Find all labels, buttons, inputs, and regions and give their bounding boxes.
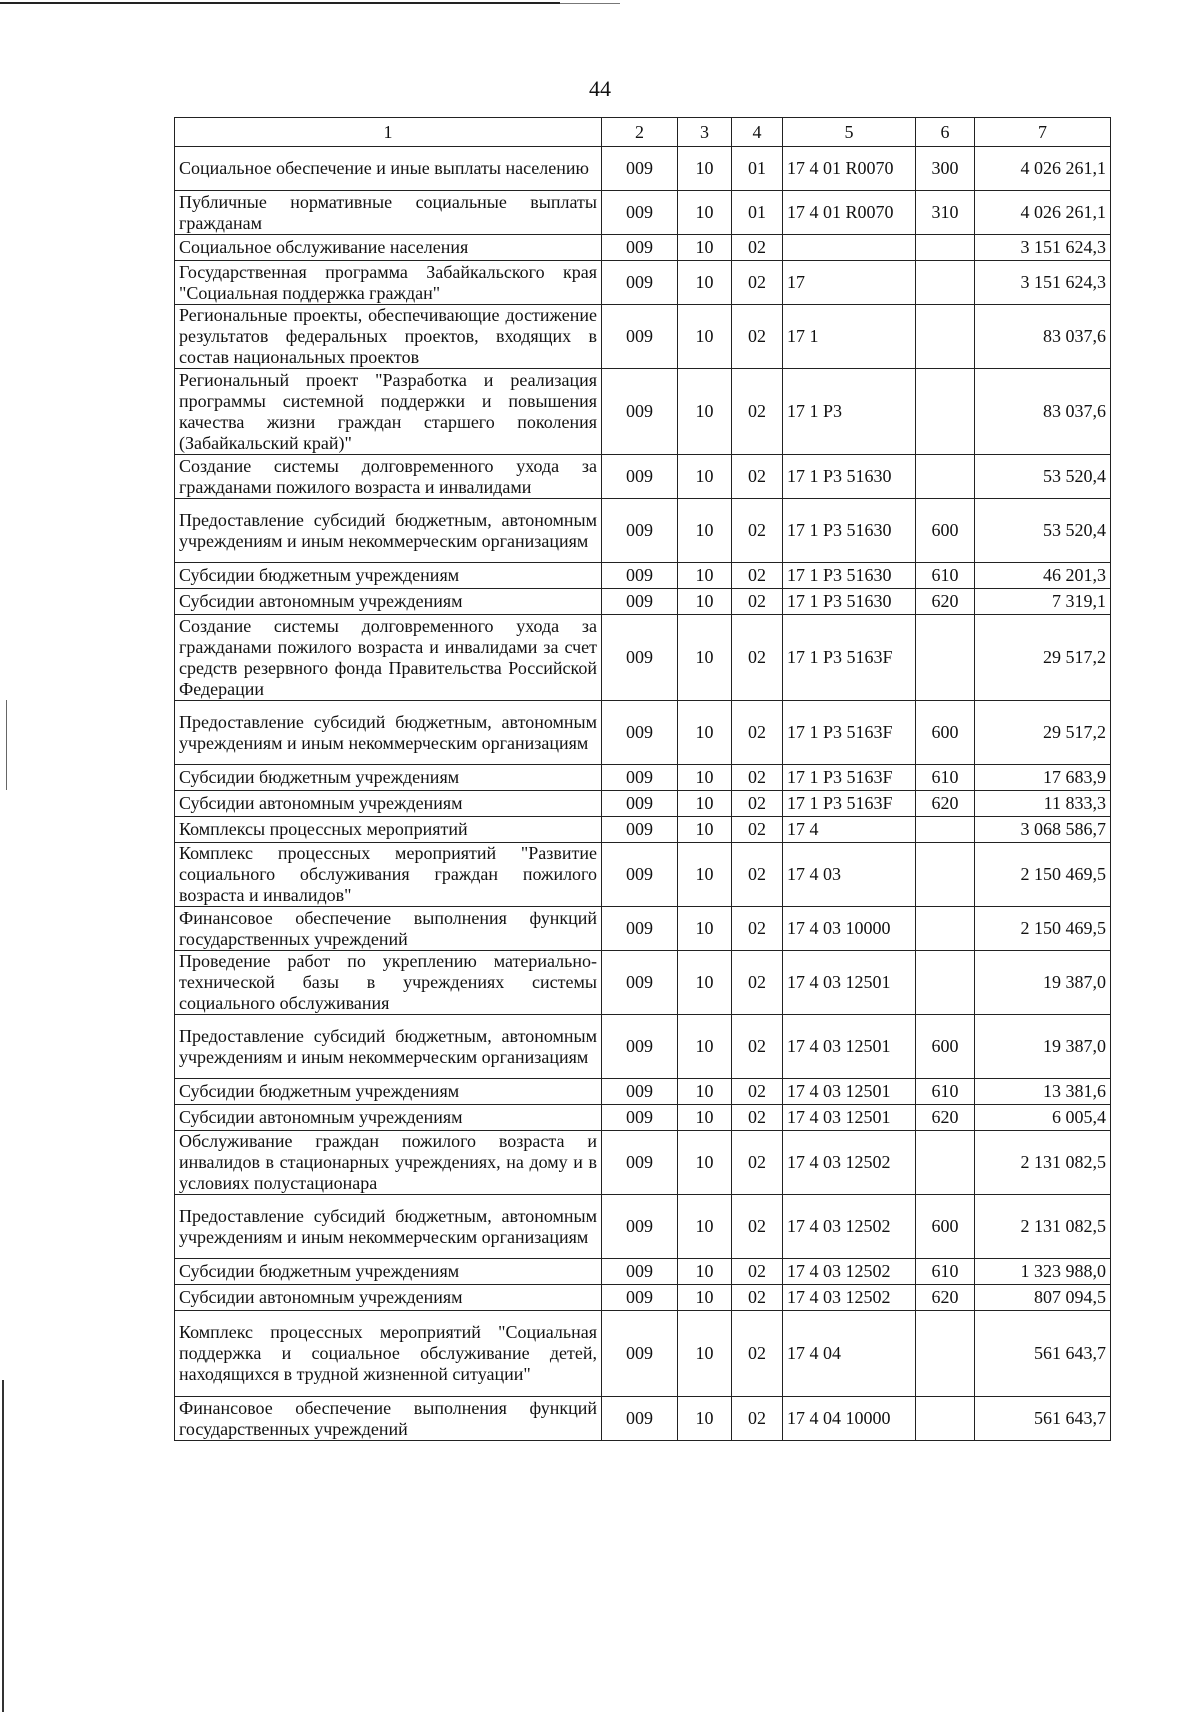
row-name-cell: Комплекс процессных мероприятий "Социальная поддержка и социальное обслуживание детей, находящихся в трудной жизненной ситуации" (175, 1311, 602, 1397)
row-ministry-code-cell: 009 (602, 615, 678, 701)
row-target-article-cell: 17 1 Р3 51630 (783, 455, 916, 499)
row-target-article-cell: 17 1 Р3 5163F (783, 791, 916, 817)
row-name-cell: Предоставление субсидий бюджетным, автономным учреждениям и иным некоммерческим организациям (175, 701, 602, 765)
row-subsection-cell: 02 (732, 817, 783, 843)
row-target-article-cell (783, 235, 916, 261)
row-subsection-cell: 02 (732, 1311, 783, 1397)
row-name-cell: Региональные проекты, обеспечивающие достижение результатов федеральных проектов, входящих в состав национальных проектов (175, 305, 602, 369)
row-ministry-code-cell: 009 (602, 147, 678, 191)
row-amount-cell: 19 387,0 (975, 1015, 1111, 1079)
table-row (175, 261, 1111, 305)
scan-artifact-left-mark (6, 700, 7, 790)
row-target-article-cell: 17 4 03 12502 (783, 1259, 916, 1285)
table-row (175, 191, 1111, 235)
row-ministry-code-cell: 009 (602, 563, 678, 589)
header-col-4: 4 (732, 118, 783, 147)
row-ministry-code-cell: 009 (602, 817, 678, 843)
row-name-cell: Публичные нормативные социальные выплаты гражданам (175, 191, 602, 235)
row-section-cell: 10 (678, 1397, 732, 1441)
row-subsection-cell: 01 (732, 191, 783, 235)
row-name-cell: Субсидии бюджетным учреждениям (175, 765, 602, 791)
table-row (175, 589, 1111, 615)
table-row (175, 1195, 1111, 1259)
table-row (175, 305, 1111, 369)
row-ministry-code-cell: 009 (602, 455, 678, 499)
row-target-article-cell: 17 1 Р3 51630 (783, 499, 916, 563)
row-section-cell: 10 (678, 191, 732, 235)
row-expense-type-cell: 610 (916, 563, 975, 589)
row-amount-cell: 29 517,2 (975, 701, 1111, 765)
row-subsection-cell: 01 (732, 147, 783, 191)
row-expense-type-cell (916, 1311, 975, 1397)
row-ministry-code-cell: 009 (602, 907, 678, 951)
row-subsection-cell: 02 (732, 369, 783, 455)
table-header-row (175, 118, 1111, 147)
row-section-cell: 10 (678, 1079, 732, 1105)
row-section-cell: 10 (678, 1195, 732, 1259)
row-amount-cell: 29 517,2 (975, 615, 1111, 701)
table-row (175, 843, 1111, 907)
row-amount-cell: 4 026 261,1 (975, 147, 1111, 191)
row-subsection-cell: 02 (732, 261, 783, 305)
row-name-cell: Создание системы долговременного ухода за гражданами пожилого возраста и инвалидами за счет средств резервного фонда Правительства Российской Федерации (175, 615, 602, 701)
row-target-article-cell: 17 4 04 10000 (783, 1397, 916, 1441)
row-section-cell: 10 (678, 817, 732, 843)
row-amount-cell: 17 683,9 (975, 765, 1111, 791)
row-amount-cell: 4 026 261,1 (975, 191, 1111, 235)
row-subsection-cell: 02 (732, 1259, 783, 1285)
row-subsection-cell: 02 (732, 455, 783, 499)
header-col-6: 6 (916, 118, 975, 147)
row-subsection-cell: 02 (732, 1015, 783, 1079)
row-amount-cell: 561 643,7 (975, 1397, 1111, 1441)
row-name-cell: Субсидии бюджетным учреждениям (175, 1079, 602, 1105)
row-name-cell: Региональный проект "Разработка и реализация программы системной поддержки и повышения качества жизни граждан старшего поколения (Забайкальский край)" (175, 369, 602, 455)
row-target-article-cell: 17 4 03 12501 (783, 1015, 916, 1079)
row-subsection-cell: 02 (732, 951, 783, 1015)
row-amount-cell: 2 150 469,5 (975, 843, 1111, 907)
row-name-cell: Предоставление субсидий бюджетным, автономным учреждениям и иным некоммерческим организациям (175, 499, 602, 563)
row-subsection-cell: 02 (732, 589, 783, 615)
row-name-cell: Финансовое обеспечение выполнения функций государственных учреждений (175, 1397, 602, 1441)
row-section-cell: 10 (678, 843, 732, 907)
row-subsection-cell: 02 (732, 1195, 783, 1259)
row-name-cell: Финансовое обеспечение выполнения функций государственных учреждений (175, 907, 602, 951)
row-amount-cell: 83 037,6 (975, 369, 1111, 455)
row-expense-type-cell: 600 (916, 1015, 975, 1079)
row-ministry-code-cell: 009 (602, 1311, 678, 1397)
row-section-cell: 10 (678, 147, 732, 191)
row-subsection-cell: 02 (732, 1105, 783, 1131)
row-subsection-cell: 02 (732, 701, 783, 765)
table-row (175, 235, 1111, 261)
scan-artifact-top-line-faint (560, 3, 620, 4)
row-name-cell: Создание системы долговременного ухода за гражданами пожилого возраста и инвалидами (175, 455, 602, 499)
row-amount-cell: 53 520,4 (975, 455, 1111, 499)
row-section-cell: 10 (678, 1131, 732, 1195)
row-ministry-code-cell: 009 (602, 1079, 678, 1105)
header-col-7: 7 (975, 118, 1111, 147)
row-section-cell: 10 (678, 235, 732, 261)
row-ministry-code-cell: 009 (602, 1195, 678, 1259)
row-ministry-code-cell: 009 (602, 1285, 678, 1311)
row-expense-type-cell (916, 369, 975, 455)
row-amount-cell: 53 520,4 (975, 499, 1111, 563)
table-row (175, 615, 1111, 701)
row-ministry-code-cell: 009 (602, 1105, 678, 1131)
row-expense-type-cell: 600 (916, 701, 975, 765)
row-target-article-cell: 17 4 03 12501 (783, 951, 916, 1015)
row-subsection-cell: 02 (732, 235, 783, 261)
row-target-article-cell: 17 4 03 12502 (783, 1285, 916, 1311)
row-ministry-code-cell: 009 (602, 951, 678, 1015)
header-col-3: 3 (678, 118, 732, 147)
row-expense-type-cell (916, 817, 975, 843)
row-subsection-cell: 02 (732, 1079, 783, 1105)
row-target-article-cell: 17 1 (783, 305, 916, 369)
row-expense-type-cell: 300 (916, 147, 975, 191)
row-ministry-code-cell: 009 (602, 1397, 678, 1441)
row-subsection-cell: 02 (732, 791, 783, 817)
table-row (175, 1285, 1111, 1311)
row-expense-type-cell: 600 (916, 1195, 975, 1259)
table-row (175, 563, 1111, 589)
row-ministry-code-cell: 009 (602, 499, 678, 563)
row-section-cell: 10 (678, 563, 732, 589)
table-row (175, 765, 1111, 791)
row-ministry-code-cell: 009 (602, 369, 678, 455)
row-target-article-cell: 17 4 (783, 817, 916, 843)
row-section-cell: 10 (678, 765, 732, 791)
row-ministry-code-cell: 009 (602, 1131, 678, 1195)
row-name-cell: Комплексы процессных мероприятий (175, 817, 602, 843)
row-ministry-code-cell: 009 (602, 191, 678, 235)
row-target-article-cell: 17 4 01 R0070 (783, 147, 916, 191)
row-ministry-code-cell: 009 (602, 791, 678, 817)
row-target-article-cell: 17 1 Р3 5163F (783, 765, 916, 791)
table-row (175, 455, 1111, 499)
row-name-cell: Проведение работ по укреплению материально-технической базы в учреждениях системы социального обслуживания (175, 951, 602, 1015)
row-expense-type-cell: 620 (916, 1285, 975, 1311)
row-expense-type-cell (916, 455, 975, 499)
row-expense-type-cell: 610 (916, 1259, 975, 1285)
row-target-article-cell: 17 1 Р3 5163F (783, 701, 916, 765)
row-expense-type-cell: 620 (916, 589, 975, 615)
row-expense-type-cell (916, 951, 975, 1015)
row-subsection-cell: 02 (732, 1131, 783, 1195)
table-row (175, 1015, 1111, 1079)
table-row (175, 907, 1111, 951)
row-section-cell: 10 (678, 615, 732, 701)
row-name-cell: Обслуживание граждан пожилого возраста и инвалидов в стационарных учреждениях, на дому и в условиях полустационара (175, 1131, 602, 1195)
row-expense-type-cell: 610 (916, 1079, 975, 1105)
table-row (175, 1259, 1111, 1285)
row-target-article-cell: 17 4 04 (783, 1311, 916, 1397)
row-amount-cell: 6 005,4 (975, 1105, 1111, 1131)
row-section-cell: 10 (678, 907, 732, 951)
row-expense-type-cell (916, 235, 975, 261)
table-body (175, 147, 1111, 1441)
page-number: 44 (589, 76, 611, 101)
header-col-2: 2 (602, 118, 678, 147)
row-amount-cell: 561 643,7 (975, 1311, 1111, 1397)
row-target-article-cell: 17 1 Р3 51630 (783, 589, 916, 615)
row-expense-type-cell (916, 843, 975, 907)
row-subsection-cell: 02 (732, 1285, 783, 1311)
row-subsection-cell: 02 (732, 615, 783, 701)
row-section-cell: 10 (678, 1311, 732, 1397)
table-row (175, 701, 1111, 765)
row-subsection-cell: 02 (732, 907, 783, 951)
row-name-cell: Субсидии автономным учреждениям (175, 1105, 602, 1131)
row-expense-type-cell (916, 305, 975, 369)
row-expense-type-cell (916, 615, 975, 701)
row-expense-type-cell (916, 907, 975, 951)
row-amount-cell: 19 387,0 (975, 951, 1111, 1015)
row-target-article-cell: 17 (783, 261, 916, 305)
row-ministry-code-cell: 009 (602, 1259, 678, 1285)
row-name-cell: Социальное обслуживание населения (175, 235, 602, 261)
row-subsection-cell: 02 (732, 499, 783, 563)
row-section-cell: 10 (678, 369, 732, 455)
row-ministry-code-cell: 009 (602, 235, 678, 261)
row-name-cell: Комплекс процессных мероприятий "Развитие социального обслуживания граждан пожилого возраста и инвалидов" (175, 843, 602, 907)
row-expense-type-cell: 310 (916, 191, 975, 235)
row-target-article-cell: 17 4 03 10000 (783, 907, 916, 951)
row-section-cell: 10 (678, 305, 732, 369)
row-amount-cell: 3 068 586,7 (975, 817, 1111, 843)
row-subsection-cell: 02 (732, 563, 783, 589)
row-section-cell: 10 (678, 499, 732, 563)
row-target-article-cell: 17 1 Р3 (783, 369, 916, 455)
row-amount-cell: 11 833,3 (975, 791, 1111, 817)
row-section-cell: 10 (678, 791, 732, 817)
row-ministry-code-cell: 009 (602, 305, 678, 369)
row-subsection-cell: 02 (732, 843, 783, 907)
row-ministry-code-cell: 009 (602, 765, 678, 791)
table-row (175, 1311, 1111, 1397)
row-target-article-cell: 17 4 03 12502 (783, 1195, 916, 1259)
row-section-cell: 10 (678, 1259, 732, 1285)
row-section-cell: 10 (678, 1105, 732, 1131)
table-row (175, 1079, 1111, 1105)
row-name-cell: Предоставление субсидий бюджетным, автономным учреждениям и иным некоммерческим организациям (175, 1195, 602, 1259)
row-target-article-cell: 17 4 03 (783, 843, 916, 907)
row-name-cell: Предоставление субсидий бюджетным, автономным учреждениям и иным некоммерческим организациям (175, 1015, 602, 1079)
row-subsection-cell: 02 (732, 1397, 783, 1441)
row-expense-type-cell: 610 (916, 765, 975, 791)
row-section-cell: 10 (678, 455, 732, 499)
row-section-cell: 10 (678, 1015, 732, 1079)
row-expense-type-cell (916, 1397, 975, 1441)
table-row (175, 1131, 1111, 1195)
header-col-5: 5 (783, 118, 916, 147)
budget-table (174, 117, 1111, 1441)
row-expense-type-cell (916, 1131, 975, 1195)
row-name-cell: Субсидии автономным учреждениям (175, 1285, 602, 1311)
row-amount-cell: 807 094,5 (975, 1285, 1111, 1311)
row-name-cell: Субсидии бюджетным учреждениям (175, 563, 602, 589)
header-col-1: 1 (175, 118, 602, 147)
row-name-cell: Социальное обеспечение и иные выплаты населению (175, 147, 602, 191)
row-section-cell: 10 (678, 261, 732, 305)
table-row (175, 369, 1111, 455)
row-name-cell: Субсидии бюджетным учреждениям (175, 1259, 602, 1285)
row-section-cell: 10 (678, 1285, 732, 1311)
scan-artifact-left-edge (2, 1380, 4, 1712)
row-expense-type-cell (916, 261, 975, 305)
row-target-article-cell: 17 4 01 R0070 (783, 191, 916, 235)
row-amount-cell: 1 323 988,0 (975, 1259, 1111, 1285)
row-expense-type-cell: 620 (916, 1105, 975, 1131)
row-ministry-code-cell: 009 (602, 261, 678, 305)
table-row (175, 147, 1111, 191)
row-amount-cell: 3 151 624,3 (975, 235, 1111, 261)
row-ministry-code-cell: 009 (602, 701, 678, 765)
row-target-article-cell: 17 4 03 12501 (783, 1105, 916, 1131)
row-amount-cell: 2 131 082,5 (975, 1131, 1111, 1195)
row-name-cell: Субсидии автономным учреждениям (175, 589, 602, 615)
row-target-article-cell: 17 1 Р3 5163F (783, 615, 916, 701)
row-target-article-cell: 17 1 Р3 51630 (783, 563, 916, 589)
table-row (175, 1105, 1111, 1131)
row-section-cell: 10 (678, 589, 732, 615)
row-amount-cell: 83 037,6 (975, 305, 1111, 369)
table-row (175, 951, 1111, 1015)
row-ministry-code-cell: 009 (602, 589, 678, 615)
row-amount-cell: 7 319,1 (975, 589, 1111, 615)
row-ministry-code-cell: 009 (602, 843, 678, 907)
table-row (175, 817, 1111, 843)
row-name-cell: Государственная программа Забайкальского края "Социальная поддержка граждан" (175, 261, 602, 305)
row-target-article-cell: 17 4 03 12502 (783, 1131, 916, 1195)
row-target-article-cell: 17 4 03 12501 (783, 1079, 916, 1105)
row-expense-type-cell: 600 (916, 499, 975, 563)
row-section-cell: 10 (678, 701, 732, 765)
table-row (175, 499, 1111, 563)
row-expense-type-cell: 620 (916, 791, 975, 817)
row-subsection-cell: 02 (732, 305, 783, 369)
scan-artifact-top-line (0, 2, 560, 4)
table-row (175, 1397, 1111, 1441)
row-amount-cell: 13 381,6 (975, 1079, 1111, 1105)
row-section-cell: 10 (678, 951, 732, 1015)
row-amount-cell: 2 150 469,5 (975, 907, 1111, 951)
row-amount-cell: 46 201,3 (975, 563, 1111, 589)
row-name-cell: Субсидии автономным учреждениям (175, 791, 602, 817)
row-amount-cell: 3 151 624,3 (975, 261, 1111, 305)
row-subsection-cell: 02 (732, 765, 783, 791)
table-row (175, 791, 1111, 817)
row-ministry-code-cell: 009 (602, 1015, 678, 1079)
row-amount-cell: 2 131 082,5 (975, 1195, 1111, 1259)
